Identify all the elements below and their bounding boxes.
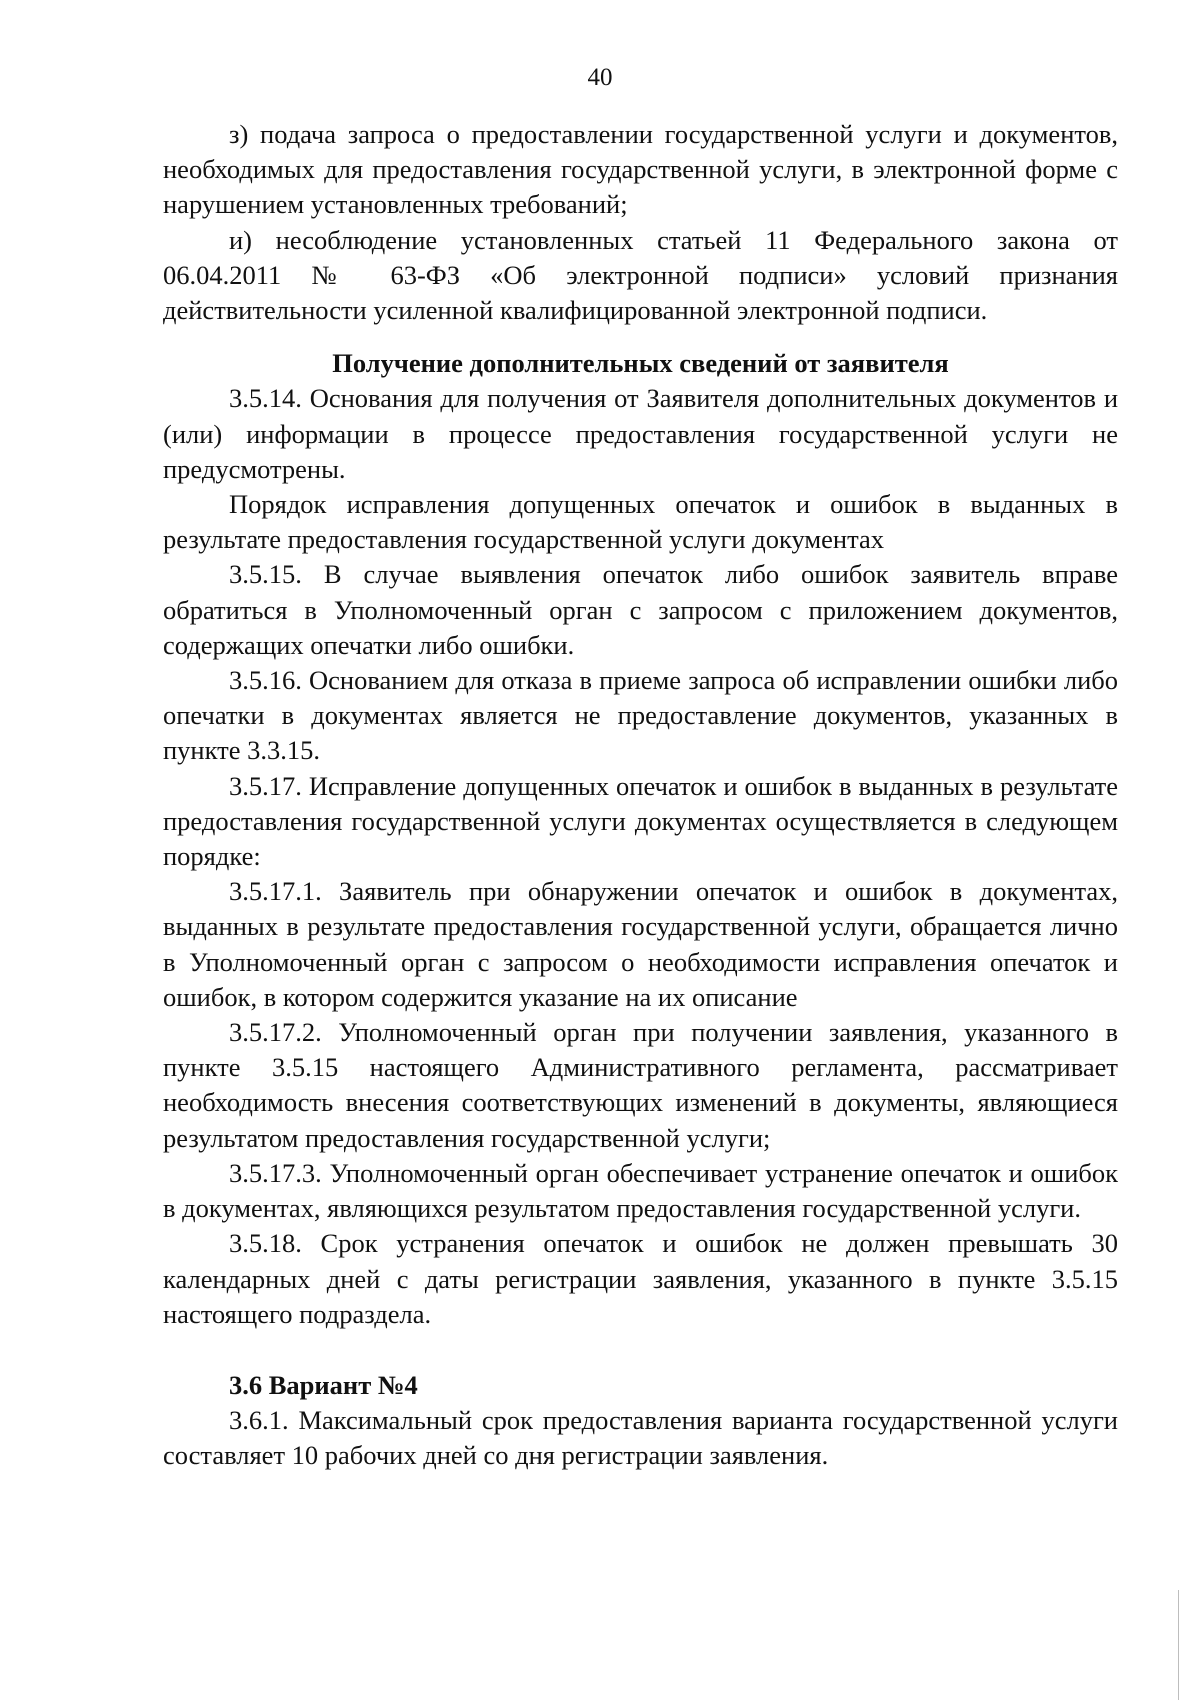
paragraph-3-5-15: 3.5.15. В случае выявления опечаток либо ошибок заявитель вправе обратиться в Уполномоченный орган с запросом с приложением документов, содержащих опечатки либо ошибки. [163,559,1118,660]
paragraph-3-5-17-2: 3.5.17.2. Уполномоченный орган при получении заявления, указанного в пункте 3.5.15 настоящего Административного регламента, рассматривает необходимость внесения соответствующих изменений в документы, являющиеся результатом предоставления государственной услуги; [163,1017,1118,1153]
paragraph-3-5-14: 3.5.14. Основания для получения от Заявителя дополнительных документов и (или) информации в процессе предоставления государственной услуги не предусмотрены. [163,383,1118,484]
heading-additional-info: Получение дополнительных сведений от заявителя [332,348,949,379]
document-body [163,117,1118,1474]
paragraph-3-5-17-3: 3.5.17.3. Уполномоченный орган обеспечивает устранение опечаток и ошибок в документах, являющихся результатом предоставления государственной услуги. [163,1157,1118,1224]
paragraph-3-5-16: 3.5.16. Основанием для отказа в приеме запроса об исправлении ошибки либо опечатки в документах является не предоставление документов, указанных в пункте 3.3.15. [163,665,1118,766]
paragraph-3-5-17: 3.5.17. Исправление допущенных опечаток и ошибок в выданных в результате предоставления государственной услуги документах осуществляется в следующем порядке: [163,770,1118,872]
page-number: 40 [587,64,613,91]
paragraph-i: и) несоблюдение установленных статьей 11 Федерального закона от 06.04.2011 № 63-ФЗ «Об электронной подписи» условий признания действительности усиленной квалифицированной электронной подписи. [163,224,1118,326]
scan-edge-mark [1178,1590,1179,1700]
paragraph-3-6-1: 3.6.1. Максимальный срок предоставления варианта государственной услуги составляет 10 рабочих дней со дня регистрации заявления. [163,1405,1118,1471]
paragraph-3-5-18: 3.5.18. Срок устранения опечаток и ошибок не должен превышать 30 календарных дней с даты регистрации заявления, указанного в пункте 3.5.15 настоящего подраздела. [163,1228,1118,1329]
paragraph-3-5-17-1: 3.5.17.1. Заявитель при обнаружении опечаток и ошибок в документах, выданных в результате предоставления государственной услуги, обращается лично в Уполномоченный орган с запросом о необходимости исправления опечаток и ошибок, в котором содержится указание на их описание [163,876,1118,1012]
paragraph-z: з) подача запроса о предоставлении государственной услуги и документов, необходимых для предоставления государственной услуги, в электронной форме с нарушением установленных требований; [163,119,1118,220]
section-heading-3-6: 3.6 Вариант №4 [229,1369,418,1400]
heading-corrections: Порядок исправления допущенных опечаток и ошибок в выданных в результате предоставления государственной услуги документах [163,489,1118,555]
